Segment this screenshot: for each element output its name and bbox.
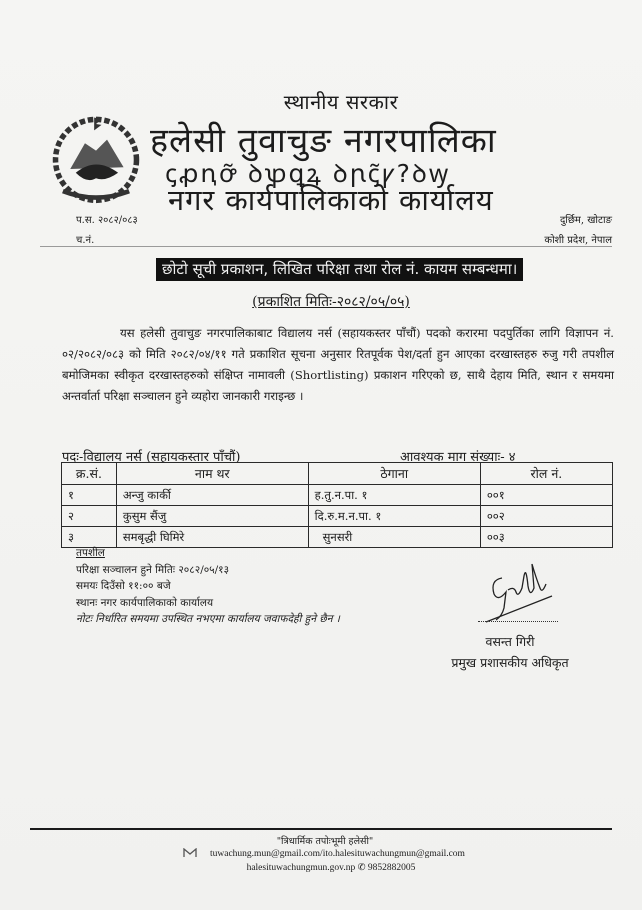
cell-name: अन्जु कार्की (116, 485, 308, 506)
details-heading: तपशील (76, 547, 105, 559)
exam-details (76, 545, 340, 628)
cell-address: ह.तु.न.पा. १ (308, 485, 480, 506)
cell-name: कुसुम सैंजु (116, 506, 308, 527)
local-government-heading: स्थानीय सरकार (283, 90, 399, 114)
table-header-row (62, 463, 613, 485)
envelope-icon (183, 848, 197, 858)
footer-website-phone: halesituwachungmun.gov.np ✆ 9852882005 (246, 863, 416, 873)
header-roll-no: रोल नं. (480, 463, 612, 485)
exam-venue: स्थानः नगर कार्यपालिकाको कार्यालय (76, 596, 214, 609)
required-demand-count: आवश्यक माग संख्याः- ४ (400, 450, 516, 465)
dispatch-number: च.नं. (76, 235, 95, 246)
municipality-name: हलेसी तुवाचुङ नगरपालिका (150, 121, 497, 161)
signature-icon (480, 558, 570, 628)
cell-roll-no: ००१ (480, 485, 612, 506)
location-province: कोशी प्रदेश, नेपाल (544, 235, 612, 246)
header-name: नाम थर (116, 463, 308, 485)
office-name: नगर कार्यपालिकाको कार्यालय (168, 183, 494, 217)
post-title: पदः-विद्यालय नर्स (सहायकस्तार पाँचौं) (62, 450, 241, 465)
fiscal-year: प.स. २०८२/०८३ (76, 215, 138, 226)
cell-address: दि.रु.म.न.पा. १ (308, 506, 480, 527)
location-district: दुर्छिम, खोटाङ (559, 215, 612, 226)
exam-date: परिक्षा सञ्चालन हुने मितिः २०८२/०५/१३ (76, 563, 230, 576)
cell-serial: १ (62, 485, 117, 506)
signatory-title: प्रमुख प्रशासकीय अधिकृत (451, 655, 569, 670)
nepal-government-emblem-icon (50, 112, 142, 204)
signatory-name: वसन्त गिरी (485, 634, 535, 649)
exam-note: नोटः निर्धारित समयमा उपस्थित नभएमा कार्यालय जवाफदेही हुने छैन । (76, 613, 340, 625)
footer-divider (30, 828, 612, 830)
cell-address: सुनसरी (308, 527, 480, 548)
signature-line (478, 621, 558, 622)
cell-serial: २ (62, 506, 117, 527)
header-address: ठेगाना (308, 463, 480, 485)
municipality-name-native-script: ꞔꝓꞑꝍ̃ ꝺꝕꝗꝝ ꝺꞃꞔ̃ꝩ?ꝺꝡ (165, 159, 451, 188)
cell-roll-no: ००२ (480, 506, 612, 527)
subject-banner: छोटो सूची प्रकाशन, लिखित परिक्षा तथा रोल नं. कायम सम्बन्धमा। (156, 258, 523, 281)
cell-roll-no: ००३ (480, 527, 612, 548)
footer-emails: tuwachung.mun@gmail.com/ito.halesituwachungmun@gmail.com (210, 849, 465, 859)
published-date (0, 292, 642, 311)
cell-serial: ३ (62, 527, 117, 548)
published-date-text: (प्रकाशित मितिः-२०८२/०५/०५) (252, 294, 410, 310)
header-serial: क्र.सं. (62, 463, 117, 485)
footer-motto: "त्रिधार्मिक तपोःभूमी हलेसी" (276, 836, 374, 847)
table-row (62, 485, 613, 506)
notice-body: यस हलेसी तुवाचुङ नगरपालिकाबाट विद्यालय नर्स (सहायकस्तर पाँचौं) पदको करारमा पदपुर्तिका लागि विज्ञापन नं. ०२/२०८२/०८३ को मिति २०८२/०४/११ गते प्रकाशित सूचना अनुसार रितपूर्वक पेश/दर्ता हुन आएका दरखास्तहरु रुजु गरी तपशील बमोजिमका स्वीकृत दरखास्तहरुको संक्षिप्त नामावली (Shortlisting) प्रकाशन गरिएको छ, साथै देहाय मिति, स्थान र समयमा अन्तर्वार्ता परिक्षा सञ्चालन हुने व्यहोरा जानकारी गराइन्छ । (62, 326, 614, 403)
cell-name: समबृद्धी घिमिरे (116, 527, 308, 548)
table-row (62, 506, 613, 527)
exam-time: समयः दिउँसो ११:०० बजे (76, 580, 171, 592)
header-divider (40, 246, 612, 247)
shortlist-table (61, 462, 613, 548)
